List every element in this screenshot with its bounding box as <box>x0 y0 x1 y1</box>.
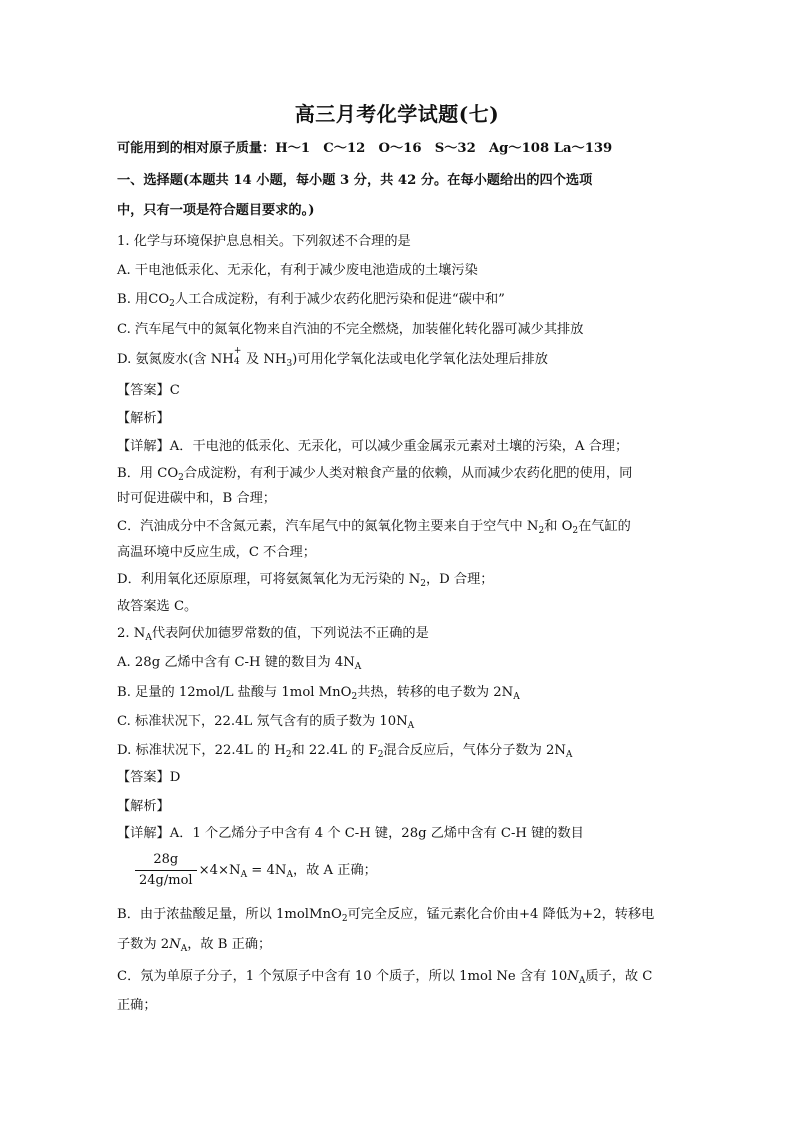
q1-detail-d-post: ，D 合理； <box>425 572 494 587</box>
q2-detail-a2-pre: ×4×N <box>198 863 241 878</box>
q2-stem-pre: 2. N <box>117 626 146 641</box>
q2-d-post: 混合反应后，气体分子数为 2N <box>383 743 566 758</box>
q2-detail-b1-post: 可完全反应，锰元素化合价由+4 降低为+2，转移电 <box>347 907 655 922</box>
q1-detail-d-sub: 2 <box>420 579 426 589</box>
q1-detail-c1-pre: C．汽油成分中不含氮元素，汽车尾气中的氮氧化物主要来自于空气中 N <box>117 519 539 534</box>
q2-fraction-numerator: 28g <box>135 851 197 871</box>
q2-detail-c1-sub: A <box>578 976 586 986</box>
q2-detail-b2 <box>117 936 271 958</box>
q2-stem-post: 代表阿伏加德罗常数的值，下列说法不正确的是 <box>151 626 429 641</box>
q1-option-d <box>117 346 548 373</box>
q2-d-sub: 2 <box>285 750 292 760</box>
q2-b-sub: 2 <box>351 692 358 702</box>
q2-detail-c1-n: N <box>567 969 579 984</box>
q1-detail-c1-mid: 和 O <box>544 519 573 534</box>
q1-option-c: C. 汽车尾气中的氮氧化物来自汽油的不完全燃烧，加装催化转化器可减少其排放 <box>117 322 584 337</box>
q1-detail-b1-post: 合成淀粉，有利于减少人类对粮食产量的依赖，从而减少农药化肥的使用，同 <box>183 466 633 481</box>
q2-detail-b1 <box>117 906 654 928</box>
section-heading-line2: 中，只有一项是符合题目要求的。) <box>117 203 315 218</box>
q2-detail-a2 <box>135 851 377 890</box>
q2-detail-b2-sub: A <box>180 944 188 954</box>
q1-detail-d-pre: D．利用氧化还原原理，可将氨氮氧化为无污染的 N <box>117 572 421 587</box>
q1-d-sub2: 3 <box>286 359 293 369</box>
q1-b-sub: 2 <box>169 299 175 309</box>
q2-b-post: 共热，转移的电子数为 2N <box>357 685 514 700</box>
q2-detail-c2: 正确； <box>117 998 157 1013</box>
section-heading-line1: 一、选择题(本题共 14 小题，每小题 3 分，共 42 分。在每小题给出的四个选项 <box>117 173 593 188</box>
q1-detail-c1-sub: 2 <box>538 526 545 536</box>
q2-detail-a1: 【详解】A．1 个乙烯分子中含有 4 个 C-H 键，28g 乙烯中含有 C-H 键的数目 <box>117 826 584 841</box>
q2-stem-sub: A <box>145 633 152 643</box>
q2-a-sub: A <box>354 662 362 672</box>
q2-fraction <box>135 851 197 890</box>
q1-detail-b1-pre: B．用 CO <box>117 466 179 481</box>
q2-detail-a2-sub2: A <box>286 870 293 880</box>
q1-b-chem: CO <box>148 292 170 307</box>
q2-detail-b2-n: N <box>169 937 181 952</box>
q1-d-sup: + <box>233 346 242 356</box>
q2-analysis-label: 【解析】 <box>117 799 170 814</box>
q2-d-pre: D. 标准状况下，22.4L 的 H <box>117 743 286 758</box>
atomic-mass-line: 可能用到的相对原子质量：H～1 C～12 O～16 S～32 Ag～108 La～139 <box>117 141 613 156</box>
q2-detail-b2-post: ，故 B 正确； <box>187 937 272 952</box>
q1-d-post: )可用化学氧化法或电化学氧化法处理后排放 <box>292 352 548 367</box>
page-title: 高三月考化学试题(七) <box>294 102 500 126</box>
q2-option-a <box>117 654 361 676</box>
q1-stem: 1. 化学与环境保护息息相关。下列叙述不合理的是 <box>117 234 411 249</box>
q2-detail-a2-mid: = 4N <box>247 863 287 878</box>
q2-option-b <box>117 684 520 706</box>
q1-detail-c1-post: 在气缸的 <box>578 519 631 534</box>
q1-detail-b2: 时可促进碳中和，B 合理； <box>117 491 276 506</box>
q2-detail-b2-pre: 子数为 2 <box>117 937 170 952</box>
q1-analysis-label: 【解析】 <box>117 411 170 426</box>
q1-d-mid: 及 NH <box>241 352 287 367</box>
q2-answer: 【答案】D <box>117 770 181 785</box>
q2-a-pre: A. 28g 乙烯中含有 C-H 键的数目为 4N <box>117 655 355 670</box>
q2-c-sub: A <box>407 721 415 731</box>
q1-detail-b1 <box>117 465 632 487</box>
q1-detail-c2: 高温环境中反应生成，C 不合理； <box>117 545 316 560</box>
q2-d-mid: 和 22.4L 的 F <box>291 743 378 758</box>
q2-b-sub2: A <box>513 692 520 702</box>
q1-detail-a: 【详解】A．干电池的低汞化、无汞化，可以减少重金属汞元素对土壤的污染，A 合理； <box>117 439 629 454</box>
q2-option-c <box>117 713 414 735</box>
q2-detail-c1 <box>117 968 652 990</box>
q1-option-a: A. 干电池低汞化、无汞化，有利于减少废电池造成的土壤污染 <box>117 263 478 278</box>
q1-conclusion: 故答案选 C。 <box>117 599 198 614</box>
q2-detail-a2-sub: A <box>240 870 248 880</box>
q2-option-d <box>117 742 572 764</box>
q1-detail-b1-sub: 2 <box>178 473 184 483</box>
q1-option-b <box>117 291 505 313</box>
q1-detail-c1-sub2: 2 <box>572 526 579 536</box>
q2-b-pre: B. 足量的 12mol/L 盐酸与 1mol MnO <box>117 685 352 700</box>
q2-d-sub3: A <box>565 750 573 760</box>
q1-d-pre: D. 氨氮废水(含 NH <box>117 352 234 367</box>
q1-answer: 【答案】C <box>117 383 180 398</box>
q1-b-post: 人工合成淀粉，有利于减少农药化肥污染和促进“碳中和” <box>174 292 505 307</box>
q2-detail-b1-sub: 2 <box>341 914 348 924</box>
q2-detail-a2-post: ，故 A 正确； <box>292 863 377 878</box>
q2-c-pre: C. 标准状况下，22.4L 氖气含有的质子数为 10N <box>117 714 408 729</box>
q2-d-sub2: 2 <box>377 750 384 760</box>
q2-detail-b1-pre: B．由于浓盐酸足量，所以 1molMnO <box>117 907 342 922</box>
q2-detail-c1-post: 质子，故 C <box>585 969 653 984</box>
q2-stem <box>117 625 429 647</box>
q2-fraction-denominator: 24g/mol <box>139 873 193 888</box>
q2-detail-c1-pre: C．氖为单原子分子，1 个氖原子中含有 10 个质子，所以 1mol Ne 含有 10 <box>117 969 568 984</box>
q1-detail-c1 <box>117 518 631 540</box>
q1-d-sub: 4 <box>233 357 240 367</box>
q1-detail-d <box>117 571 494 593</box>
q1-b-pre: B. 用 <box>117 292 149 307</box>
